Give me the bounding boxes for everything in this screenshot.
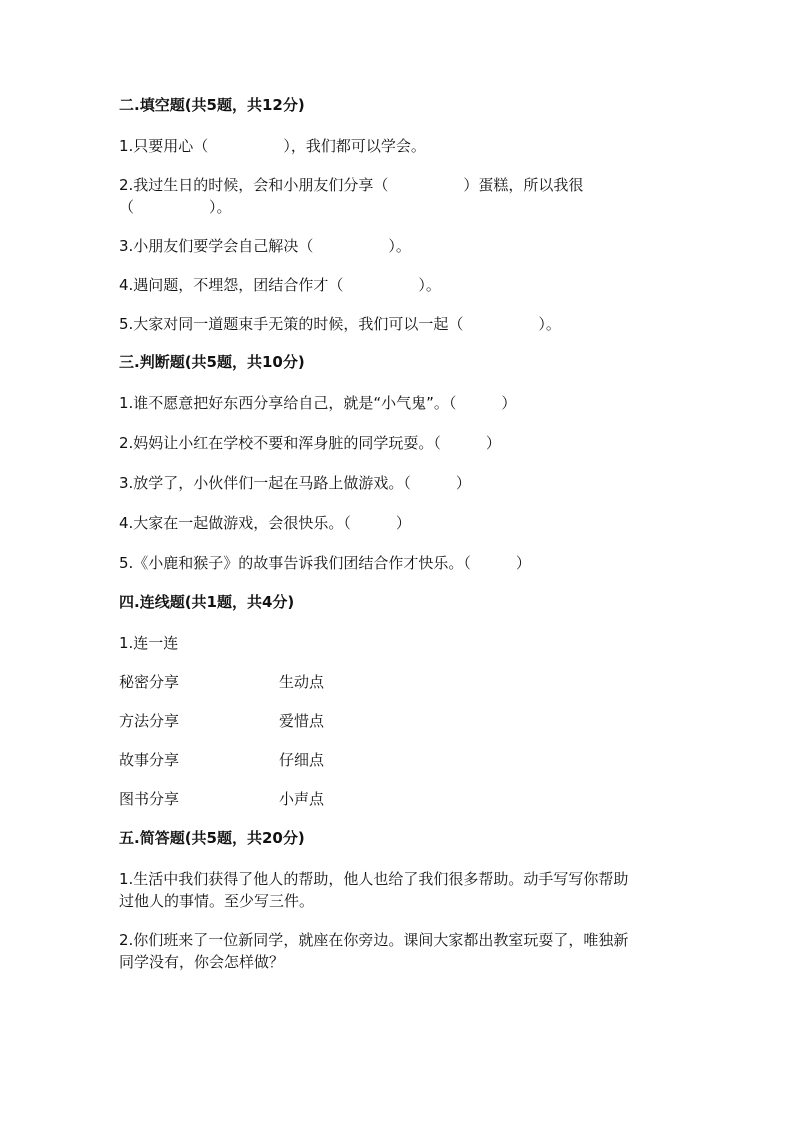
matching-row xyxy=(119,789,679,809)
matching-row xyxy=(119,750,679,770)
matching-right-item: 爱惜点 xyxy=(279,712,325,730)
judgment-question-2: 2.妈妈让小红在学校不要和浑身脏的同学玩耍。（ ） xyxy=(119,434,501,452)
section-title-matching: 四.连线题(共1题，共4分) xyxy=(119,593,295,611)
matching-left-item: 方法分享 xyxy=(119,712,180,730)
judgment-question-5: 5.《小鹿和猴子》的故事告诉我们团结合作才快乐。（ ） xyxy=(119,554,531,572)
section-title-judgment: 三.判断题(共5题，共10分) xyxy=(119,353,305,371)
section-title-short-answer: 五.简答题(共5题，共20分) xyxy=(119,829,305,847)
fill-blank-question-2: 2.我过生日的时候，会和小朋友们分享（ ）蛋糕，所以我很 （ ）。 xyxy=(119,176,584,216)
worksheet-content xyxy=(119,95,679,990)
matching-left-item: 图书分享 xyxy=(119,790,180,808)
matching-question-1: 1.连一连 xyxy=(119,634,179,652)
judgment-question-3: 3.放学了，小伙伴们一起在马路上做游戏。（ ） xyxy=(119,474,471,492)
fill-blank-question-1: 1.只要用心（ ），我们都可以学会。 xyxy=(119,137,426,155)
fill-blank-question-3: 3.小朋友们要学会自己解决（ ）。 xyxy=(119,237,411,255)
matching-right-item: 小声点 xyxy=(279,790,325,808)
matching-right-item: 生动点 xyxy=(279,673,325,691)
matching-left-item: 故事分享 xyxy=(119,751,180,769)
short-answer-question-1: 1.生活中我们获得了他人的帮助，他人也给了我们很多帮助。动手写写你帮助 过他人的事情。至少写三件。 xyxy=(119,870,629,910)
section-title-fill-blank: 二.填空题(共5题，共12分) xyxy=(119,96,305,114)
matching-row xyxy=(119,711,679,731)
judgment-question-1: 1.谁不愿意把好东西分享给自己，就是“小气鬼”。（ ） xyxy=(119,394,517,412)
matching-left-item: 秘密分享 xyxy=(119,673,180,691)
judgment-question-4: 4.大家在一起做游戏，会很快乐。（ ） xyxy=(119,514,411,532)
matching-right-item: 仔细点 xyxy=(279,751,325,769)
fill-blank-question-4: 4.遇问题，不埋怨，团结合作才（ ）。 xyxy=(119,276,441,294)
fill-blank-question-5: 5.大家对同一道题束手无策的时候，我们可以一起（ ）。 xyxy=(119,315,561,333)
short-answer-question-2: 2.你们班来了一位新同学，就座在你旁边。课间大家都出教室玩耍了，唯独新 同学没有，你会怎样做？ xyxy=(119,931,629,971)
matching-row xyxy=(119,672,679,692)
